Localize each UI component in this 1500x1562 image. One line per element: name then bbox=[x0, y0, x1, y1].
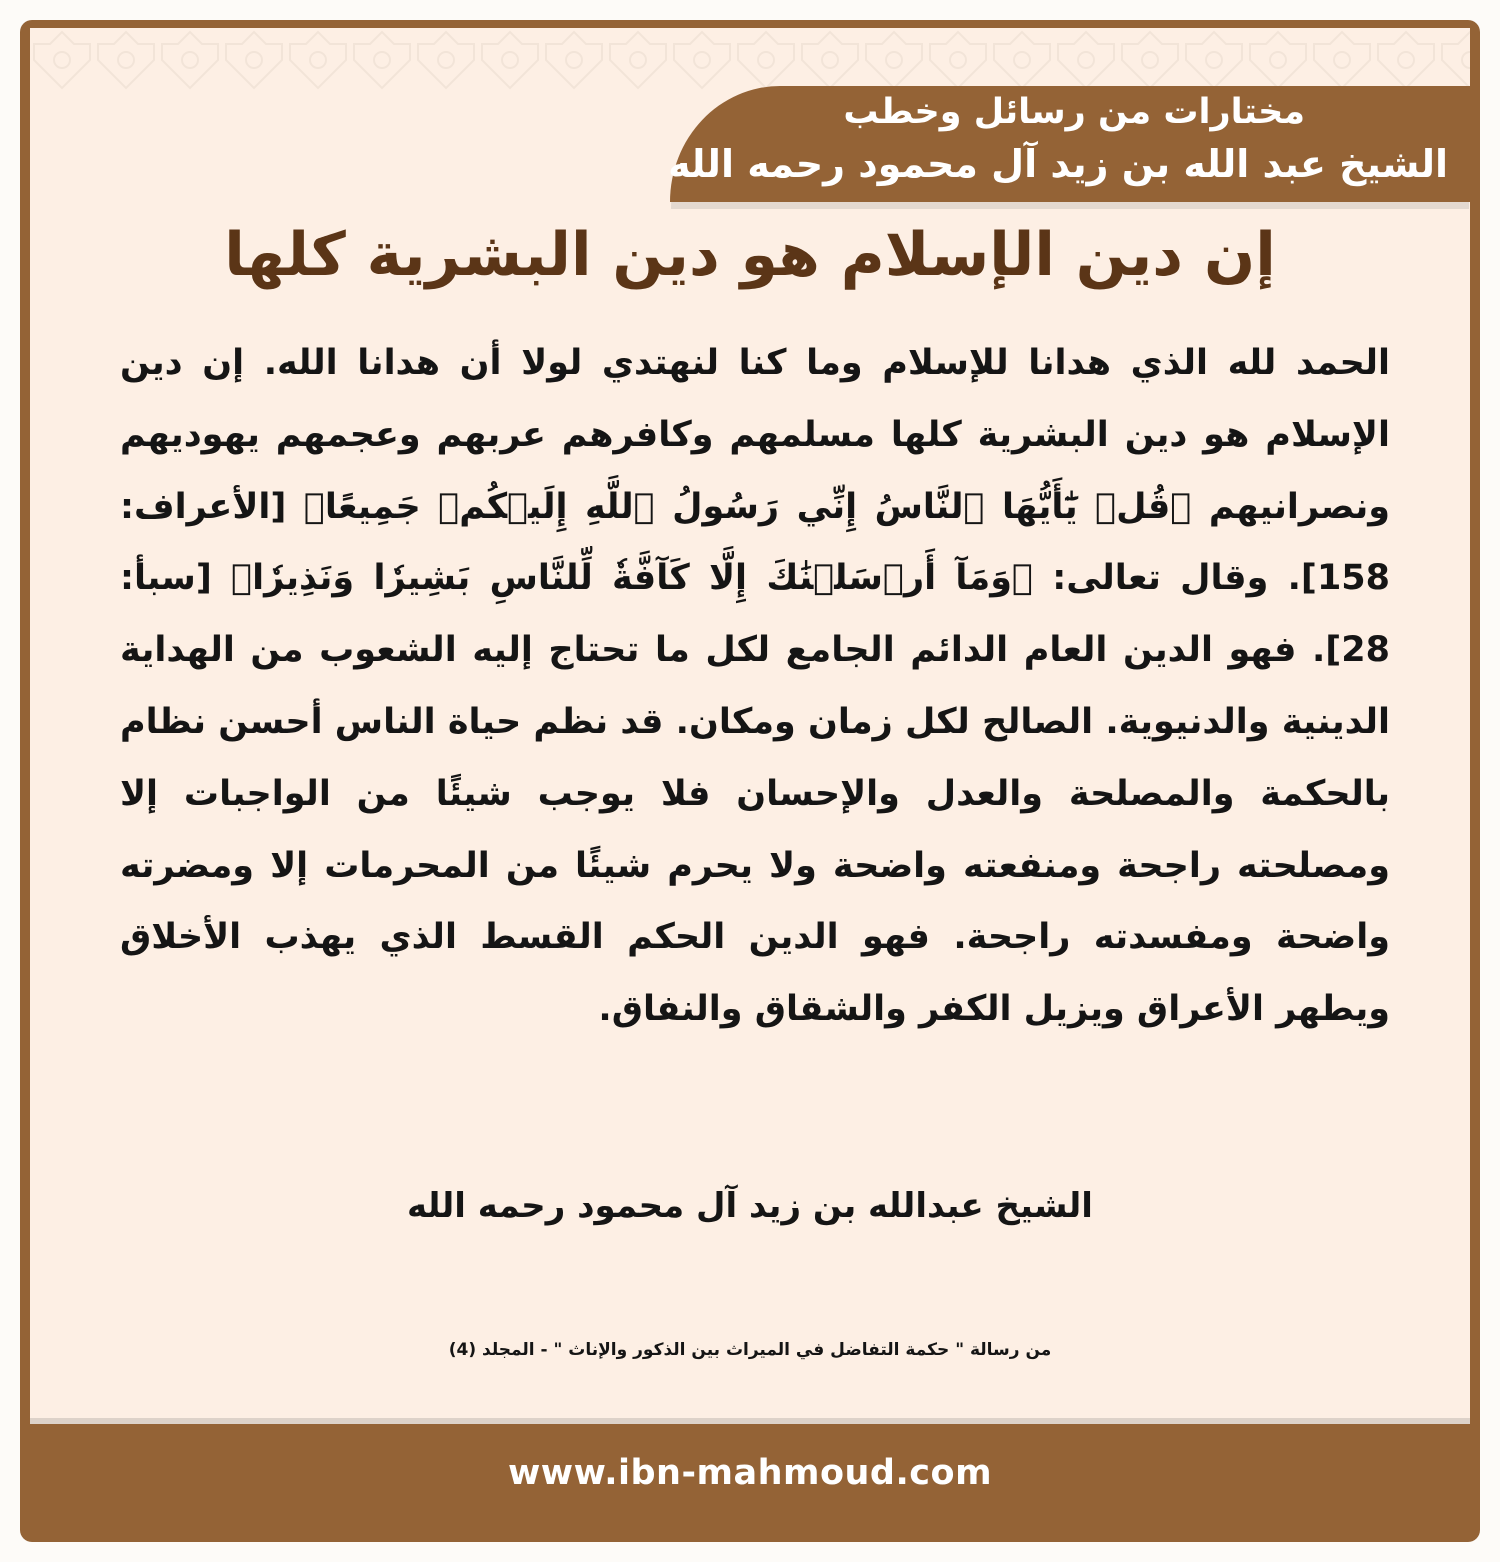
website-link[interactable]: www.ibn-mahmoud.com bbox=[507, 1453, 993, 1493]
poster-frame bbox=[20, 20, 1480, 1542]
article-title: إن دين الإسلام هو دين البشرية كلها bbox=[224, 220, 1276, 290]
series-title: مختارات من رسائل وخطب bbox=[843, 92, 1305, 132]
series-header bbox=[670, 86, 1470, 202]
decorative-pattern bbox=[30, 28, 1470, 92]
article-author: الشيخ عبدالله بن زيد آل محمود رحمه الله bbox=[407, 1186, 1093, 1226]
series-author: الشيخ عبد الله بن زيد آل محمود رحمه الله bbox=[668, 142, 1448, 186]
article-body: الحمد لله الذي هدانا للإسلام وما كنا لنهتدي لولا أن هدانا الله. إن دين الإسلام هو دين البشرية كلها مسلمهم وكافرهم عربهم وعجمهم يهوديهم ونصرانيهم ﴿قُلۡ يَٰٓأَيُّهَا ٱلنَّاسُ إِنِّي رَسُولُ ٱللَّهِ إِلَيۡكُمۡ جَمِيعًا﴾ [الأعراف: 158]. وقال تعالى: ﴿وَمَآ أَرۡسَلۡنَٰكَ إِلَّا كَآفَّةٗ لِّلنَّاسِ بَشِيرٗا وَنَذِيرٗا﴾ [سبأ: 28]. فهو الدين العام الدائم الجامع لكل ما تحتاج إليه الشعوب من الهداية الدينية والدنيوية. الصالح لكل زمان ومكان. قد نظم حياة الناس أحسن نظام بالحكمة والمصلحة والعدل والإحسان فلا يوجب شيئًا من الواجبات إلا ومصلحته راجحة ومنفعته واضحة ولا يحرم شيئًا من المحرمات إلا ومضرته واضحة ومفسدته راجحة. فهو الدين الحكم القسط الذي يهذب الأخلاق ويطهر الأعراق ويزيل الكفر والشقاق والنفاق. bbox=[120, 343, 1390, 1030]
article-source: من رسالة " حكمة التفاضل في الميراث بين الذكور والإناث " - المجلد (4) bbox=[448, 1340, 1052, 1360]
footer-divider bbox=[30, 1418, 1470, 1424]
